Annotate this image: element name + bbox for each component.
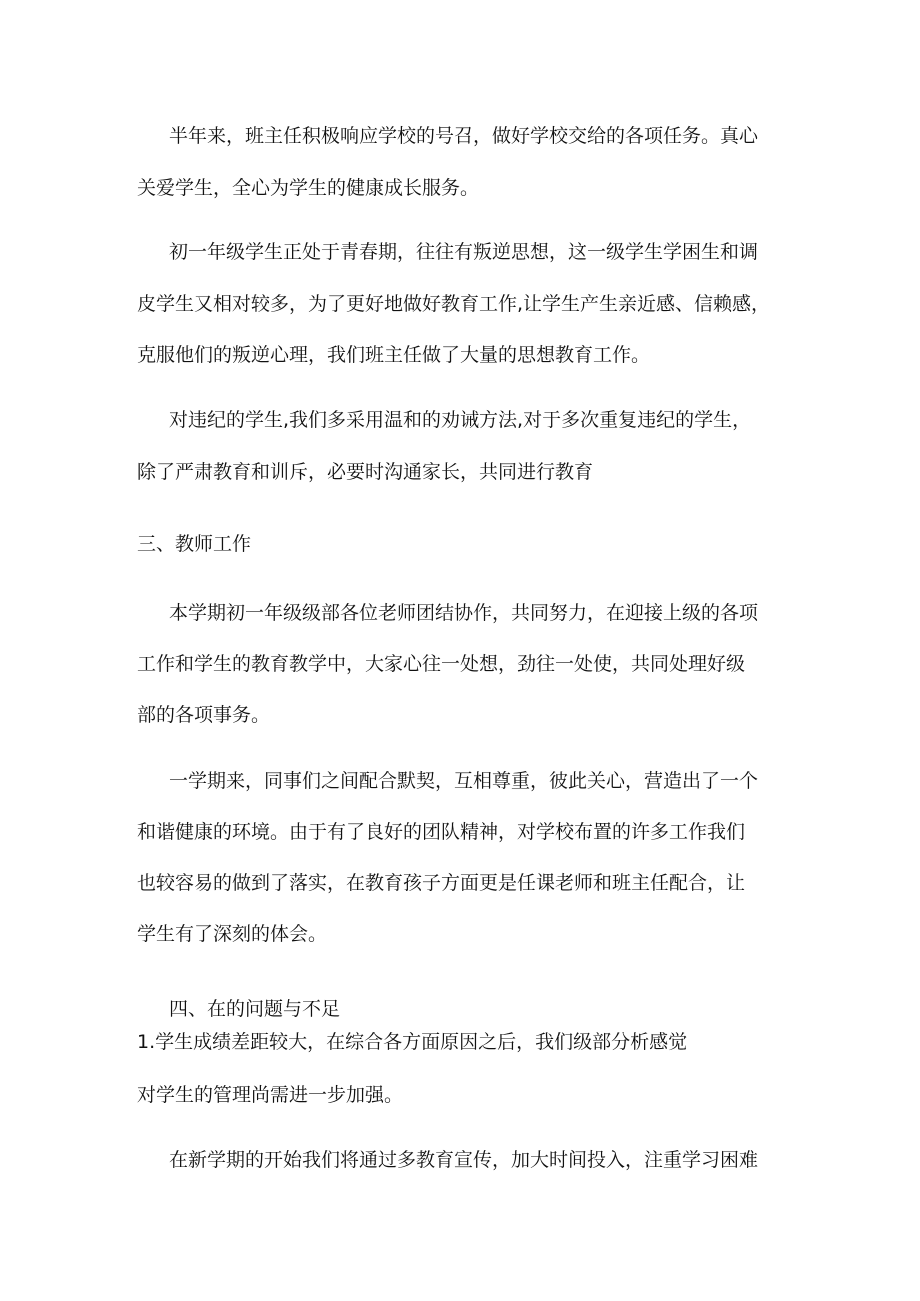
paragraph-4-line-3: 部的各项事务。	[137, 704, 271, 726]
paragraph-5-line-2: 和谐健康的环境。由于有了良好的团队精神，对学校布置的许多工作我们	[137, 821, 746, 843]
paragraph-6-line-2: 对学生的管理尚需进一步加强。	[137, 1084, 404, 1106]
paragraph-4-line-1: 本学期初一年级级部各位老师团结协作，共同努力，在迎接上级的各项	[169, 602, 759, 624]
paragraph-4-line-2: 工作和学生的教育教学中，大家心往一处想，劲往一处使，共同处理好级	[137, 653, 746, 675]
paragraph-5-line-4: 学生有了深刻的体会。	[137, 923, 328, 945]
paragraph-1-line-2: 关爱学生，全心为学生的健康成长服务。	[137, 177, 480, 199]
paragraph-2-line-1: 初一年级学生正处于青春期，往往有叛逆思想，这一级学生学困生和调	[169, 241, 759, 263]
paragraph-5-line-1: 一学期来，同事们之间配合默契，互相尊重，彼此关心，营造出了一个	[169, 770, 759, 792]
paragraph-3-line-1: 对违纪的学生,我们多采用温和的劝诫方法,对于多次重复违纪的学生，	[169, 409, 752, 431]
paragraph-6-line-1: 1.学生成绩差距较大，在综合各方面原因之后，我们级部分析感觉	[137, 1031, 688, 1053]
paragraph-1-line-1: 半年来，班主任积极响应学校的号召，做好学校交给的各项任务。真心	[169, 125, 759, 147]
paragraph-3-line-2: 除了严肃教育和训斥，必要时沟通家长，共同进行教育	[137, 461, 594, 483]
paragraph-2-line-2: 皮学生又相对较多，为了更好地做好教育工作,让学生产生亲近感、信赖感，	[137, 293, 771, 315]
paragraph-2-line-3: 克服他们的叛逆心理，我们班主任做了大量的思想教育工作。	[137, 344, 651, 366]
paragraph-7-line-1: 在新学期的开始我们将通过多教育宣传，加大时间投入，注重学习困难	[169, 1149, 759, 1171]
section-heading-teacher-work: 三、教师工作	[137, 533, 252, 555]
section-heading-problems: 四、在的问题与不足	[169, 998, 341, 1020]
paragraph-5-line-3: 也较容易的做到了落实，在教育孩子方面更是任课老师和班主任配合，让	[137, 872, 746, 894]
